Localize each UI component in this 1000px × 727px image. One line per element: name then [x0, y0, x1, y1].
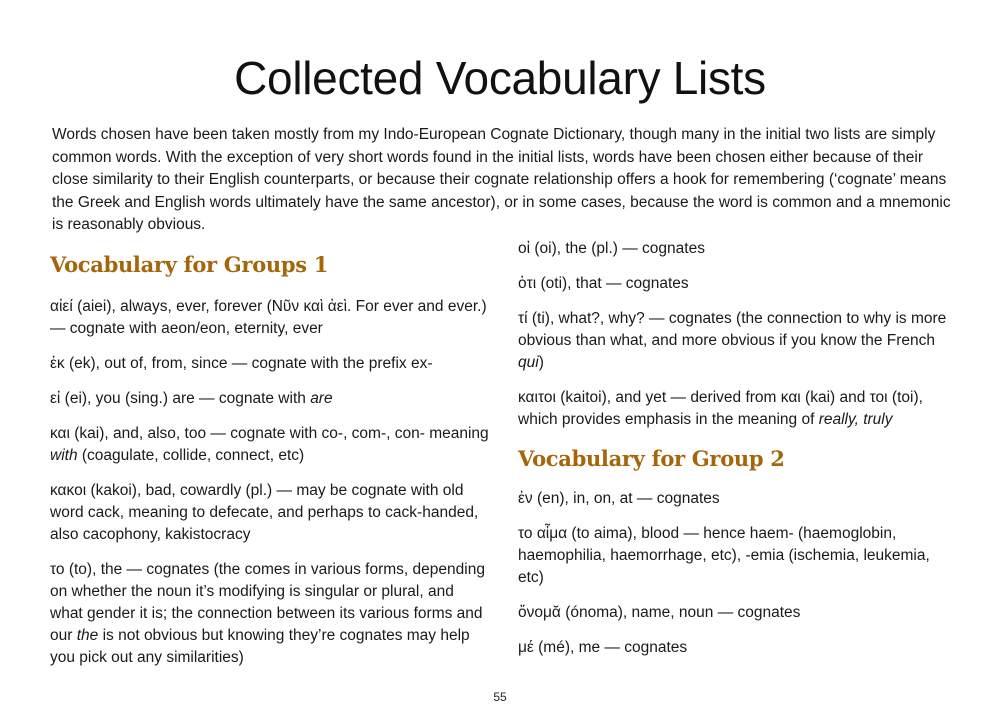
- entry-text: ὄνομᾰ (ónoma), name, noun — cognates: [518, 604, 801, 621]
- page-title: Collected Vocabulary Lists: [234, 52, 766, 104]
- entry-text: καιτοι (kaitoi), and yet — derived from και (kai) and τοι (toi), which provides emphasis in the meaning of: [518, 389, 923, 428]
- vocab-entry: [50, 423, 490, 467]
- vocab-entry: [50, 296, 490, 340]
- right-column: [518, 240, 958, 672]
- entry-text: το (to), the — cognates (the comes in various forms, depending on whether the noun it’s modifying is singular or plural, and what gender it is; the connection between its various forms and our: [50, 561, 485, 644]
- vocab-entry: [518, 238, 958, 260]
- emphasis-text: with: [50, 447, 78, 464]
- vocab-entry: [50, 480, 490, 546]
- vocab-entry: [50, 559, 490, 669]
- group1-entries: [50, 296, 490, 669]
- group2-entries: [518, 488, 958, 659]
- entry-text: ): [538, 354, 544, 371]
- entry-text: εἰ (ei), you (sing.) are — cognate with: [50, 390, 311, 407]
- entry-text: ἐν (en), in, on, at — cognates: [518, 490, 720, 507]
- emphasis-text: really, truly: [818, 411, 893, 428]
- group1-continued-entries: [518, 238, 958, 431]
- group2-heading: Vocabulary for Group 2: [518, 446, 785, 471]
- entry-text: το αἷμα (to aima), blood — hence haem- (haemoglobin, haemophilia, haemorrhage, etc), -emia (ischemia, leukemia, etc): [518, 525, 930, 586]
- entry-text: μέ (mé), me — cognates: [518, 639, 688, 656]
- left-column: [50, 245, 490, 682]
- intro-paragraph: Words chosen have been taken mostly from my Indo-European Cognate Dictionary, though many in the initial two lists are simply common words. With the exception of very short words found in the initial lists, words have been chosen either because of their close similarity to their English counterparts, or because their cognate relationship offers a hook for remembering (‘cognate’ means the Greek and English words ultimately have the same ancestor), or in some cases, because the word is common and a mnemonic is reasonably obvious.: [52, 126, 951, 233]
- emphasis-text: are: [310, 390, 333, 407]
- entry-text: τί (ti), what?, why? — cognates (the connection to why is more obvious than what, and more obvious if you know the French: [518, 310, 947, 349]
- vocab-entry: [518, 387, 958, 431]
- entry-text: αἰεί (aiei), always, ever, forever (Νῦν καὶ ἀεὶ. For ever and ever.) — cognate with aeon/eon, eternity, ever: [50, 298, 487, 337]
- vocab-entry: [518, 637, 958, 659]
- vocab-entry: [518, 308, 958, 374]
- entry-text: is not obvious but knowing they’re cognates may help you pick out any similarities): [50, 627, 470, 666]
- group1-heading: Vocabulary for Groups 1: [50, 252, 329, 277]
- vocab-entry: [518, 602, 958, 624]
- entry-text: ὁτι (oti), that — cognates: [518, 275, 689, 292]
- vocab-entry: [518, 488, 958, 510]
- entry-text: και (kai), and, also, too — cognate with co-, com-, con- meaning: [50, 425, 489, 442]
- entry-text: (coagulate, collide, connect, etc): [77, 447, 305, 464]
- entry-text: οἱ (oi), the (pl.) — cognates: [518, 240, 705, 257]
- page-number: 55: [493, 690, 507, 704]
- vocab-entry: [50, 353, 490, 375]
- emphasis-text: qui: [518, 354, 539, 371]
- entry-text: ἐκ (ek), out of, from, since — cognate with the prefix ex-: [50, 355, 433, 372]
- entry-text: κακοι (kakoi), bad, cowardly (pl.) — may be cognate with old word cack, meaning to defecate, and perhaps to cack-handed, also cacophony, kakistocracy: [50, 482, 479, 543]
- vocab-entry: [518, 273, 958, 295]
- emphasis-text: the: [76, 627, 99, 644]
- vocab-entry: [50, 388, 490, 410]
- vocab-entry: [518, 523, 958, 589]
